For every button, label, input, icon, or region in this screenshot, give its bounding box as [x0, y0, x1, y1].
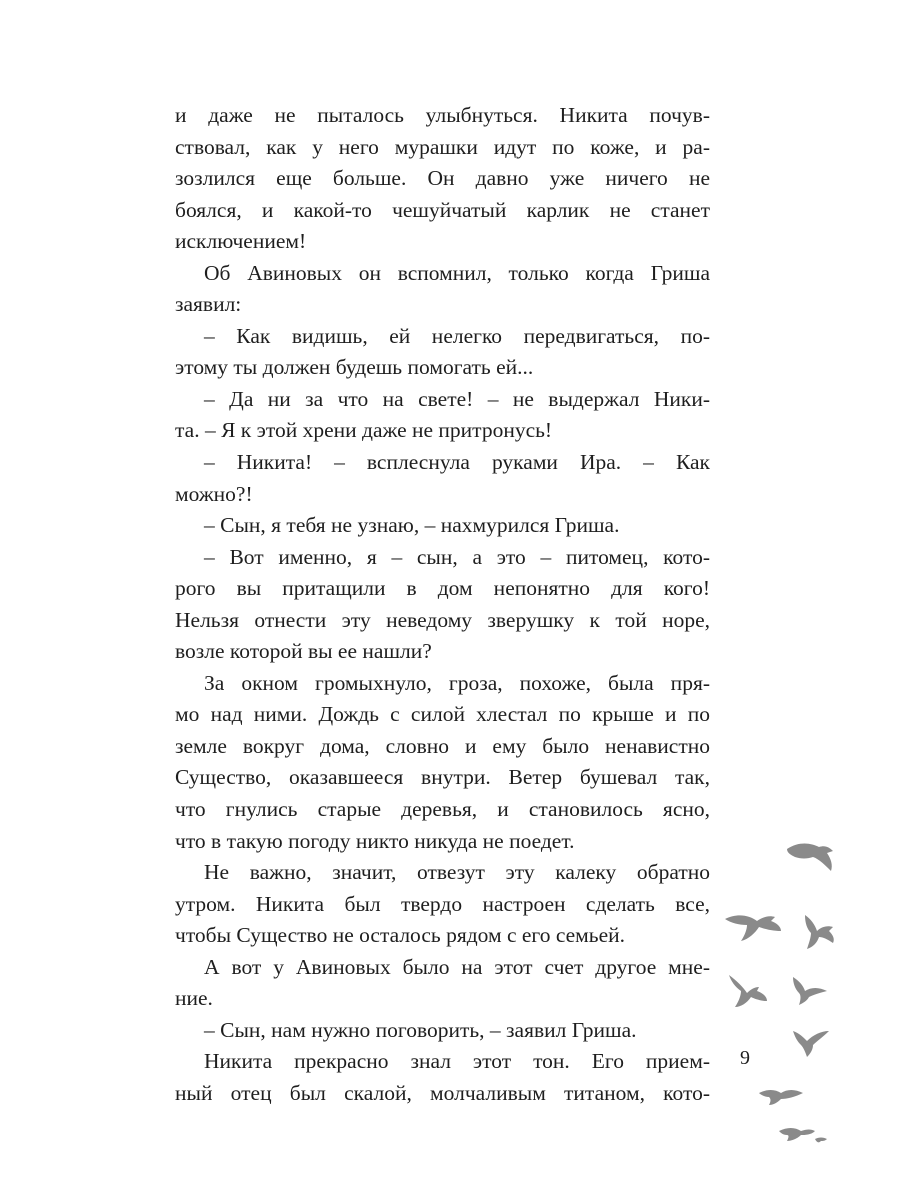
text-line: – Никита! – всплеснула руками Ира. – Как: [204, 450, 710, 475]
text-line: мо над ними. Дождь с силой хлестал по крыше и по: [175, 702, 710, 727]
text-line: утром. Никита был твердо настроен сделать все,: [175, 891, 710, 916]
text-line: та. – Я к этой хрени даже не притронусь!: [175, 418, 553, 443]
bird-icon: [779, 1128, 815, 1141]
text-line: Существо, оказавшееся внутри. Ветер бушевал так,: [175, 765, 710, 790]
flock-of-birds-icon: [715, 835, 865, 1155]
text-line: рого вы притащили в дом непонятно для кого!: [175, 576, 710, 601]
bird-icon: [729, 975, 767, 1007]
text-line: что гнулись старые деревья, и становилось ясно,: [175, 797, 710, 822]
text-line: земле вокруг дома, словно и ему было ненавистно: [175, 733, 710, 758]
bird-icon: [787, 844, 833, 872]
text-line: Об Авиновых он вспомнил, только когда Гриша: [204, 260, 710, 285]
bird-icon: [805, 915, 834, 949]
bird-icon: [725, 915, 781, 941]
bird-icon: [759, 1090, 803, 1105]
text-line: – Сын, нам нужно поговорить, – заявил Гриша.: [204, 1017, 637, 1042]
text-line: можно?!: [175, 481, 253, 506]
text-line: зозлился еще больше. Он давно уже ничего не: [175, 166, 710, 191]
text-line: Не важно, значит, отвезут эту калеку обратно: [204, 860, 710, 885]
text-line: заявил:: [175, 292, 242, 317]
text-line: и даже не пыталось улыбнуться. Никита почув-: [175, 103, 710, 127]
text-line: этому ты должен будешь помогать ей...: [175, 355, 534, 380]
text-line: – Сын, я тебя не узнаю, – нахмурился Гриша.: [204, 513, 620, 538]
text-line: что в такую погоду никто никуда не поедет.: [175, 828, 575, 853]
page-number: 9: [740, 1047, 750, 1069]
text-line: – Да ни за что на свете! – не выдержал Ники-: [204, 386, 710, 411]
text-line: А вот у Авиновых было на этот счет другое мне-: [204, 954, 710, 979]
bird-icon: [793, 977, 827, 1005]
text-line: возле которой вы ее нашли?: [175, 639, 432, 664]
text-line: Нельзя отнести эту неведому зверушку к той норе,: [175, 607, 710, 632]
text-line: чтобы Существо не осталось рядом с его семьей.: [175, 923, 626, 948]
text-line: Никита прекрасно знал этот тон. Его прием-: [204, 1049, 710, 1074]
bird-icon: [793, 1031, 829, 1057]
text-line: ный отец был скалой, молчаливым титаном, кото-: [175, 1080, 710, 1105]
body-text: [175, 100, 710, 1110]
text-line: ние.: [175, 986, 213, 1011]
bird-icon: [815, 1138, 827, 1143]
text-line: ствовал, как у него мурашки идут по коже, и ра-: [175, 134, 710, 159]
text-line: боялся, и какой-то чешуйчатый карлик не станет: [175, 197, 710, 222]
text-line: За окном громыхнуло, гроза, похоже, была пря-: [204, 670, 710, 695]
text-line: – Вот именно, я – сын, а это – питомец, кото-: [204, 544, 710, 569]
text-line: исключением!: [175, 229, 307, 254]
text-line: – Как видишь, ей нелегко передвигаться, по-: [204, 323, 710, 348]
